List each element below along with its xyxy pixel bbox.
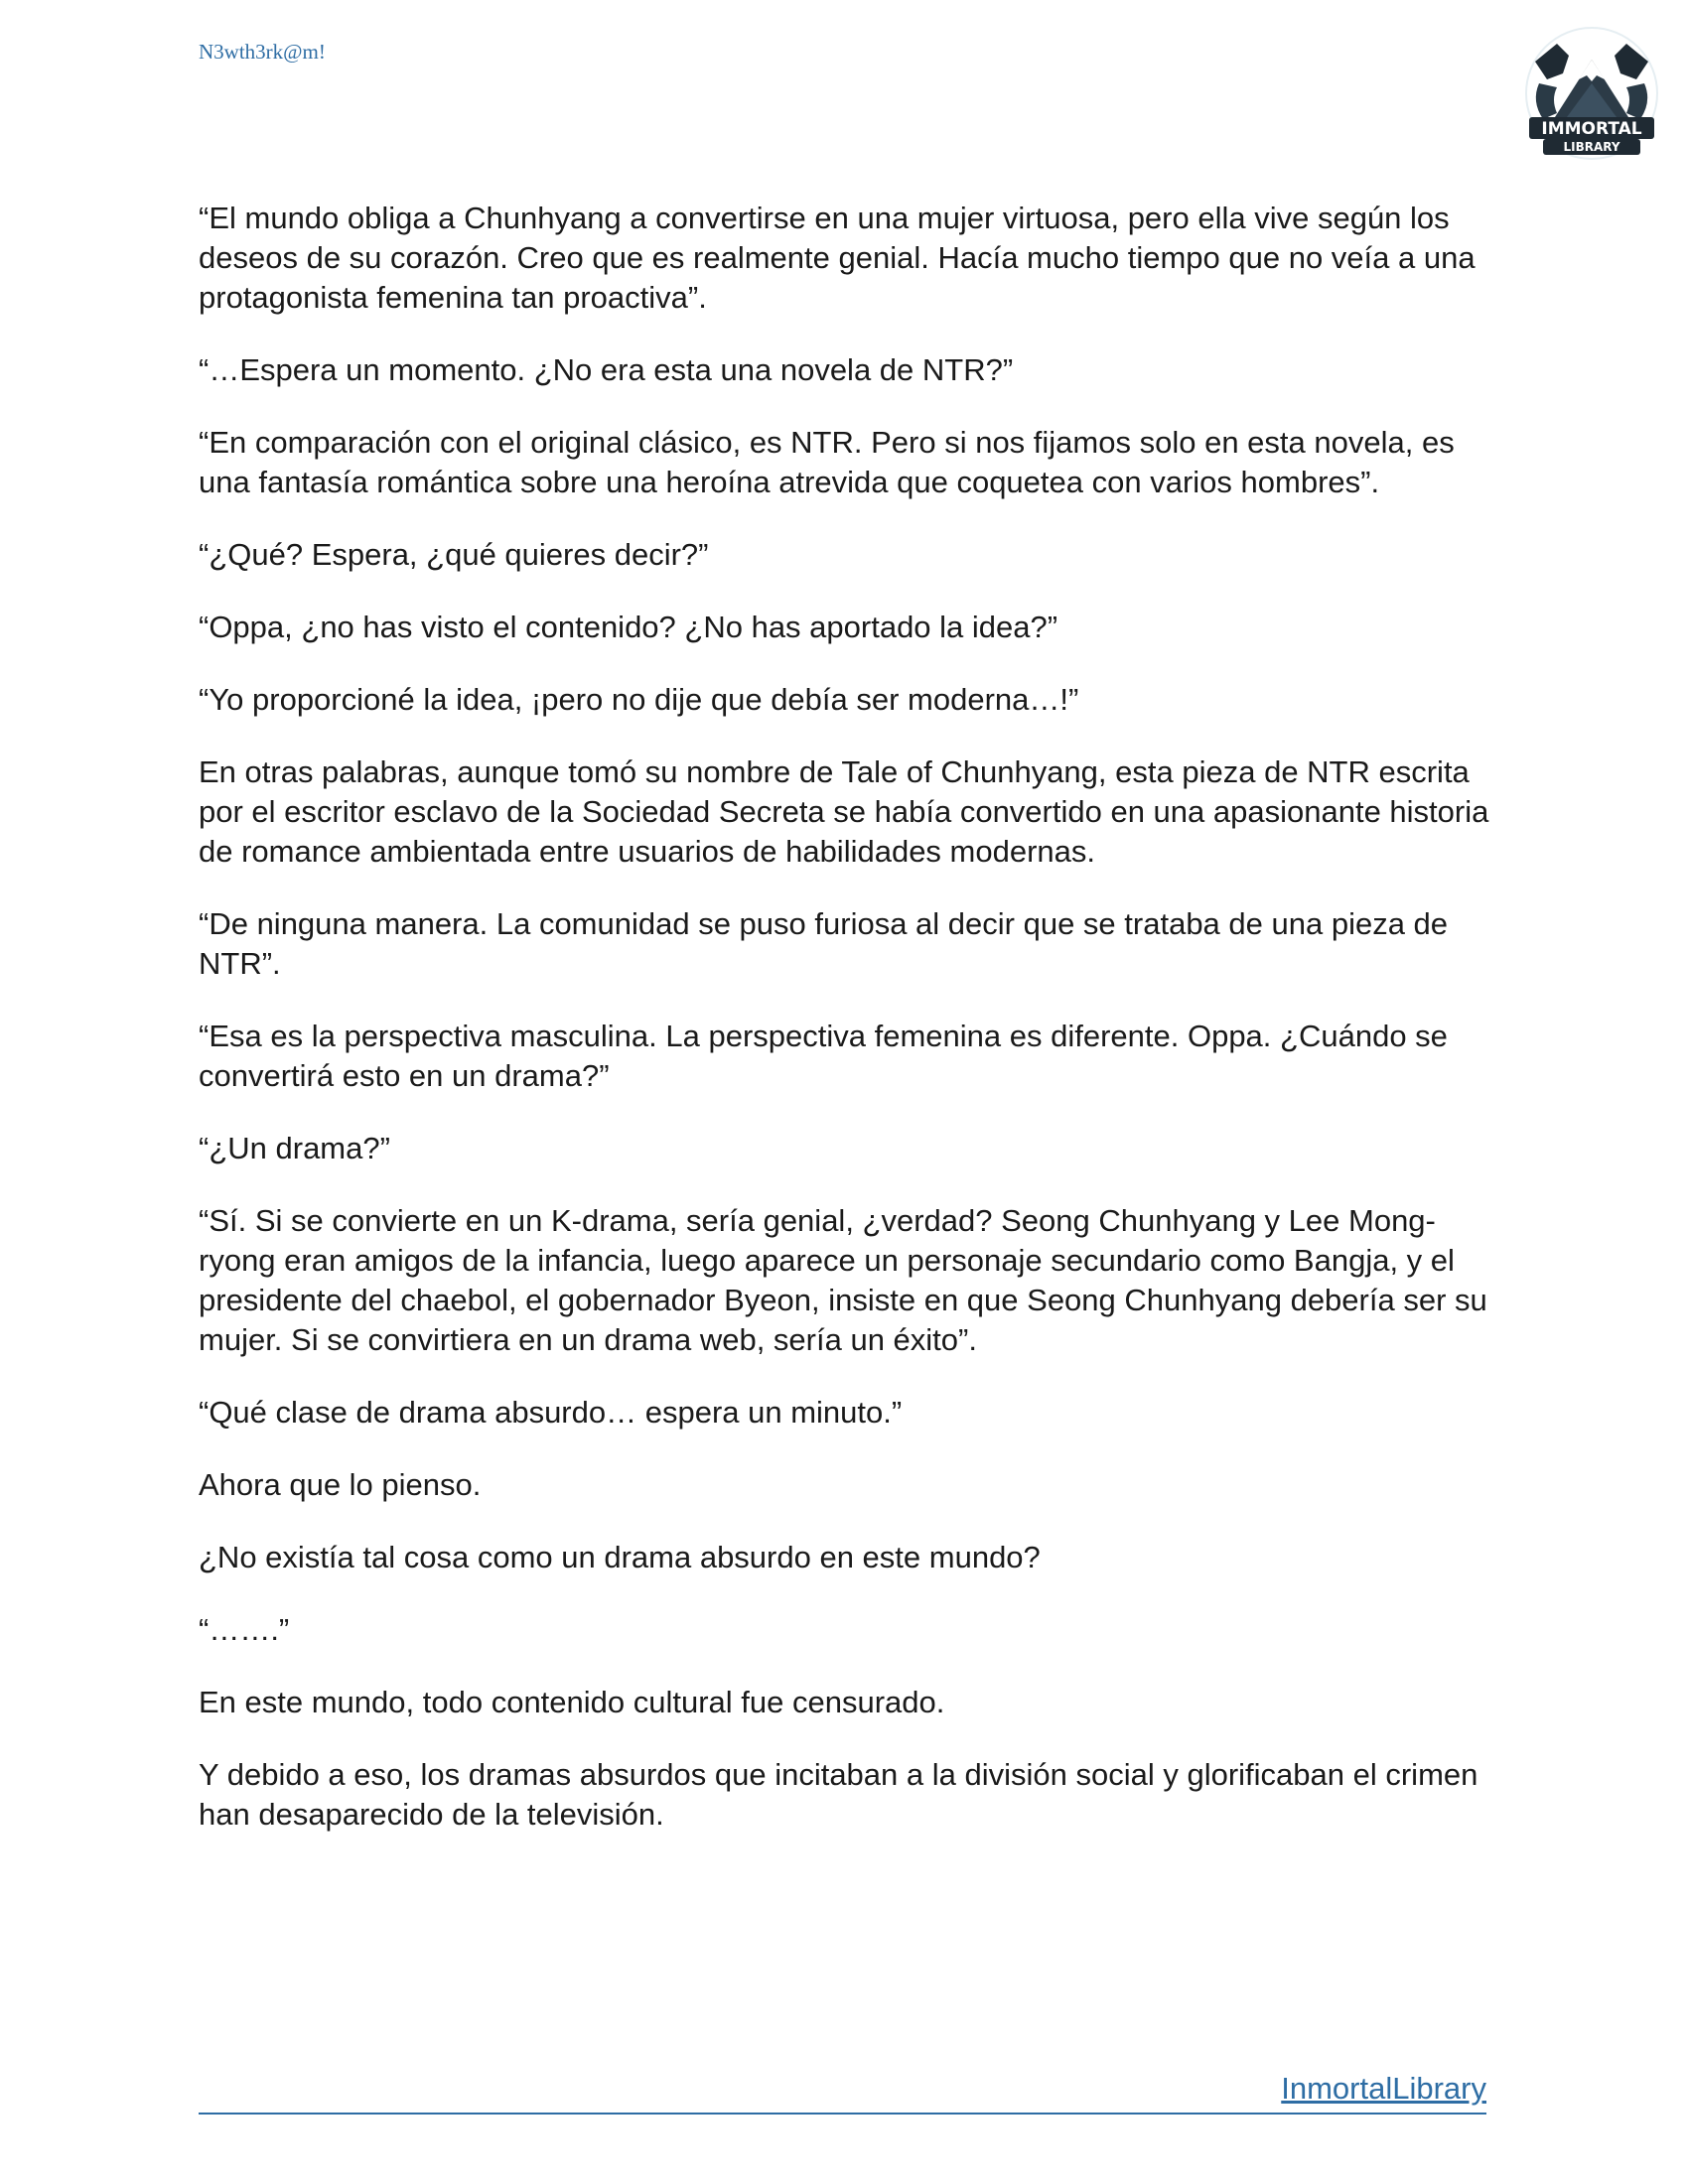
paragraph: En otras palabras, aunque tomó su nombre de Tale of Chunhyang, esta pieza de NTR escrita por el escritor esclavo de la Sociedad Secreta se había convertido en una apasionante historia de romance ambientada entre usuarios de habilidades modernas. — [199, 754, 1489, 869]
paragraph: Y debido a eso, los dramas absurdos que incitaban a la división social y glorificaban el crimen han desaparecido de la televisión. — [199, 1757, 1478, 1832]
paragraph: “Oppa, ¿no has visto el contenido? ¿No has aportado la idea?” — [199, 610, 1058, 644]
immortal-library-logo — [1517, 22, 1666, 171]
logo-text-line2: LIBRARY — [1563, 140, 1620, 154]
paragraph: ¿No existía tal cosa como un drama absurdo en este mundo? — [199, 1540, 1041, 1574]
paragraph: “Esa es la perspectiva masculina. La perspectiva femenina es diferente. Oppa. ¿Cuándo se convertirá esto en un drama?” — [199, 1019, 1448, 1093]
dragon-mountain-emblem-icon — [1517, 22, 1666, 171]
paragraph: “El mundo obliga a Chunhyang a convertirse en una mujer virtuosa, pero ella vive según los deseos de su corazón. Creo que es realmente genial. Hacía mucho tiempo que no veía a una protagonista femenina tan proactiva”. — [199, 201, 1476, 315]
paragraph: “…Espera un momento. ¿No era esta una novela de NTR?” — [199, 352, 1014, 387]
paragraph: “Sí. Si se convierte en un K-drama, sería genial, ¿verdad? Seong Chunhyang y Lee Mong-ryong eran amigos de la infancia, luego aparece un personaje secundario como Bangja, y el presidente del chaebol, el gobernador Byeon, insiste en que Seong Chunhyang debería ser su mujer. Si se convirtiera en un drama web, sería un éxito”. — [199, 1203, 1487, 1357]
paragraph: “Yo proporcioné la idea, ¡pero no dije que debía ser moderna…!” — [199, 682, 1079, 717]
logo-text-line1: IMMORTAL — [1541, 119, 1642, 139]
paragraph: “Qué clase de drama absurdo… espera un minuto.” — [199, 1395, 903, 1430]
paragraph: “…….” — [199, 1612, 290, 1647]
page-footer — [199, 2067, 1486, 2115]
paragraph: En este mundo, todo contenido cultural fue censurado. — [199, 1685, 945, 1719]
paragraph: “¿Qué? Espera, ¿qué quieres decir?” — [199, 537, 709, 572]
header-watermark: N3wth3rk@m! — [199, 40, 326, 64]
paragraph: “¿Un drama?” — [199, 1131, 390, 1165]
document-body — [199, 199, 1489, 1867]
footer-link[interactable]: InmortalLibrary — [1281, 2071, 1486, 2106]
paragraph: Ahora que lo pienso. — [199, 1467, 482, 1502]
paragraph: “De ninguna manera. La comunidad se puso furiosa al decir que se trataba de una pieza de NTR”. — [199, 906, 1449, 981]
paragraph: “En comparación con el original clásico, es NTR. Pero si nos fijamos solo en esta novela, es una fantasía romántica sobre una heroína atrevida que coquetea con varios hombres”. — [199, 425, 1455, 499]
